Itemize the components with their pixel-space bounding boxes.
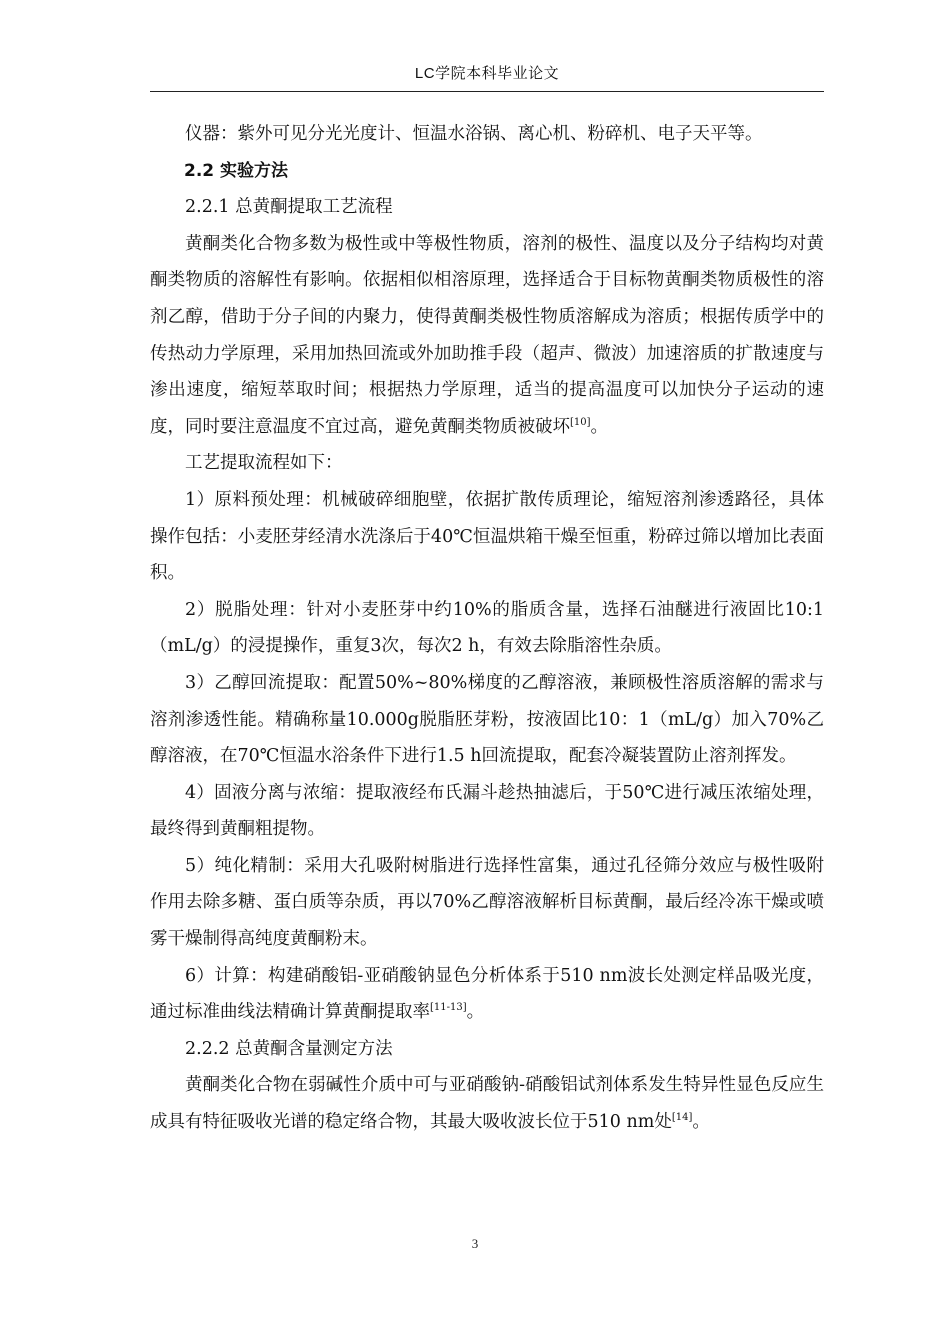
- body-text: [150, 116, 824, 1141]
- list-item: 5）纯化精制：采用大孔吸附树脂进行选择性富集，通过孔径筛分效应与极性吸附作用去除多糖、蛋白质等杂质，再以70%乙醇溶液解析目标黄酮，最后经冷冻干燥或喷雾干燥制得高纯度黄酮粉末。: [150, 855, 824, 950]
- page-number: 3: [471, 1236, 479, 1251]
- paragraph: 黄酮类化合物多数为极性或中等极性物质，溶剂的极性、温度以及分子结构均对黄酮类物质的溶解性有影响。依据相似相溶原理，选择适合于目标物黄酮类物质极性的溶剂乙醇，借助于分子间的内聚力，使得黄酮类极性物质溶解成为溶质；根据传质学中的传热动力学原理，采用加热回流或外加助推手段（超声、微波）加速溶质的扩散速度与渗出速度，缩短萃取时间；根据热力学原理，适当的提高温度可以加快分子运动的速度，同时要注意温度不宜过高，避免黄酮类物质被破坏[10]。: [150, 233, 824, 437]
- citation: [10]: [570, 416, 591, 428]
- list-item: 3）乙醇回流提取：配置50%~80%梯度的乙醇溶液，兼顾极性溶质溶解的需求与溶剂渗透性能。精确称量10.000g脱脂胚芽粉，按液固比10：1（mL/g）加入70%乙醇溶液，在70℃恒温水浴条件下进行1.5 h回流提取，配套冷凝装置防止溶剂挥发。: [150, 672, 824, 767]
- list-item: 2）脱脂处理：针对小麦胚芽中约10%的脂质含量，选择石油醚进行液固比10:1（mL/g）的浸提操作，重复3次，每次2 h，有效去除脂溶性杂质。: [150, 599, 824, 657]
- list-item: 6）计算：构建硝酸铝-亚硝酸钠显色分析体系于510 nm波长处测定样品吸光度，通过标准曲线法精确计算黄酮提取率[11-13]。: [150, 965, 824, 1023]
- list-item: 1）原料预处理：机械破碎细胞壁，依据扩散传质理论，缩短溶剂渗透路径，具体操作包括：小麦胚芽经清水洗涤后于40℃恒温烘箱干燥至恒重，粉碎过筛以增加比表面积。: [150, 489, 824, 584]
- paragraph: 黄酮类化合物在弱碱性介质中可与亚硝酸钠-硝酸铝试剂体系发生特异性显色反应生成具有特征吸收光谱的稳定络合物，其最大吸收波长位于510 nm处[14]。: [150, 1075, 824, 1133]
- subsection-heading-2-2-2: 2.2.2 总黄酮含量测定方法: [185, 1038, 393, 1059]
- list-item: 4）固液分离与浓缩：提取液经布氏漏斗趁热抽滤后，于50℃进行减压浓缩处理，最终得到黄酮粗提物。: [150, 782, 824, 840]
- running-header: LC学院本科毕业论文: [414, 65, 560, 82]
- header-rule: [150, 91, 824, 92]
- citation: [14]: [671, 1112, 693, 1124]
- subsection-heading-2-2-1: 2.2.1 总黄酮提取工艺流程: [185, 197, 393, 218]
- instruments-paragraph: 仪器：紫外可见分光光度计、恒温水浴锅、离心机、粉碎机、电子天平等。: [185, 124, 763, 144]
- paragraph: 工艺提取流程如下：: [185, 453, 343, 474]
- citation: [11-13]: [430, 1002, 467, 1014]
- section-heading-2-2: 2.2 实验方法: [184, 160, 289, 181]
